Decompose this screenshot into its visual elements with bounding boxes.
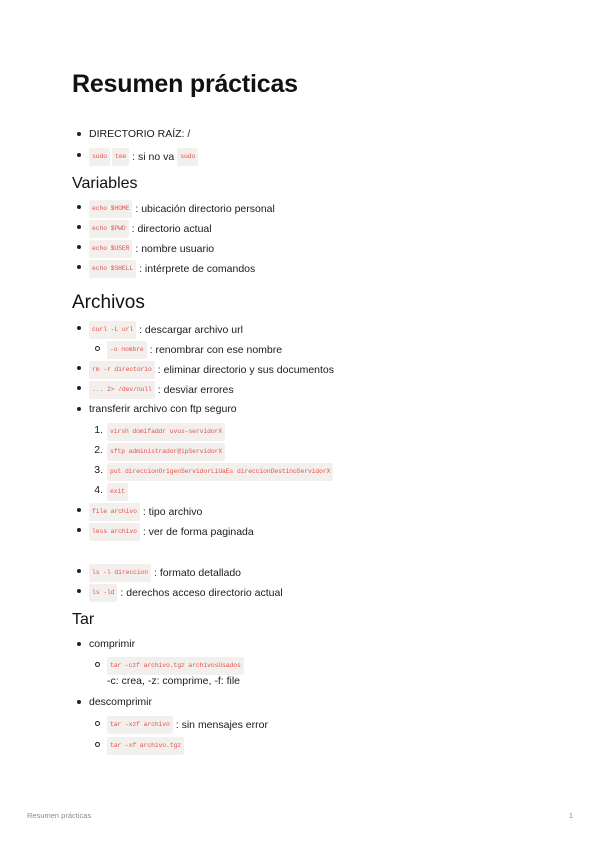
inline-code: exit — [107, 483, 128, 501]
inline-code: file archivo — [89, 503, 140, 521]
inline-code: virsh domifaddr uvus-servidorX — [107, 423, 225, 441]
numbered-item — [94, 463, 335, 481]
list-item-text: transferir archivo con ftp seguro — [89, 403, 237, 415]
sub-list-item — [107, 716, 268, 734]
list-item — [89, 240, 214, 258]
list-item-text: : nombre usuario — [135, 243, 215, 255]
list-item — [89, 695, 152, 709]
inline-code: echo $USER — [89, 240, 132, 258]
numbered-item — [94, 443, 227, 461]
inline-code: ls -ld — [89, 584, 117, 602]
numbered-item — [94, 483, 130, 501]
inline-code: ls -l direccion — [89, 564, 151, 582]
inline-code: rm -r directorio — [89, 361, 155, 379]
list-item-text: : descargar archivo url — [139, 324, 243, 336]
list-item — [89, 127, 190, 141]
item-number: 4. — [94, 484, 103, 496]
item-number: 3. — [94, 464, 103, 476]
item-number: 1. — [94, 424, 103, 436]
list-item-text: : renombrar con ese nombre — [149, 344, 283, 356]
inline-code: echo $HOME — [89, 200, 132, 218]
list-item — [89, 564, 241, 582]
list-item-text: : directorio actual — [131, 223, 212, 235]
sub-list-item — [107, 657, 246, 675]
list-item — [89, 523, 254, 541]
note-text: -c: crea, -z: comprime, -f: file — [107, 675, 241, 687]
list-item-text: descomprimir — [89, 696, 153, 708]
numbered-item — [94, 423, 227, 441]
list-item-text: : eliminar directorio y sus documentos — [157, 364, 335, 376]
inline-code: ... 2> /dev/null — [89, 381, 155, 399]
inline-code: sftp administrador@ipServidorX — [107, 443, 225, 461]
inline-code: tar -czf archivo.tgz archivosUsados — [107, 657, 244, 675]
list-item-text: : tipo archivo — [142, 506, 203, 518]
inline-code: put direccionOrigenServidorLiUaEs direccionDestinoServidorX — [107, 463, 333, 481]
list-item-text: : si no va — [132, 151, 175, 163]
list-item-text: : derechos acceso directorio actual — [120, 587, 283, 599]
list-item — [89, 637, 135, 651]
inline-code: sudo — [89, 148, 110, 166]
sub-list-item — [107, 737, 186, 755]
list-item-text: : intérprete de comandos — [139, 263, 256, 275]
inline-code: curl -L url — [89, 321, 136, 339]
list-item-text: : ubicación directorio personal — [135, 203, 275, 215]
list-item-text: : ver de forma paginada — [142, 526, 254, 538]
inline-code: echo $PWD — [89, 220, 129, 238]
list-item-text: : desviar errores — [157, 384, 234, 396]
list-item — [89, 148, 200, 166]
list-item — [89, 200, 275, 218]
inline-code: sudo — [177, 148, 198, 166]
inline-code: echo $SHELL — [89, 260, 136, 278]
list-item — [89, 321, 243, 339]
list-item — [89, 402, 237, 416]
inline-code: tar -xf archivo.tgz — [107, 737, 184, 755]
item-number: 2. — [94, 444, 103, 456]
list-item-text: : formato detallado — [154, 567, 241, 579]
footer-title: Resumen prácticas — [27, 811, 92, 820]
inline-code: tar -xzf archivo — [107, 716, 173, 734]
section-heading-archivos: Archivos — [72, 292, 145, 313]
section-heading-tar: Tar — [72, 611, 95, 628]
list-item — [89, 503, 202, 521]
sub-list-item — [107, 341, 282, 359]
list-item — [89, 220, 212, 238]
inline-code: less archivo — [89, 523, 140, 541]
list-item — [89, 361, 334, 379]
list-item-text: comprimir — [89, 638, 136, 650]
list-item-text: : sin mensajes error — [175, 719, 268, 731]
list-item-text: DIRECTORIO RAÍZ: / — [89, 128, 191, 140]
inline-code: tee — [112, 148, 129, 166]
list-item — [89, 584, 283, 602]
list-item — [89, 381, 234, 399]
inline-code: -o nombre — [107, 341, 147, 359]
list-item — [89, 260, 255, 278]
page-title: Resumen prácticas — [72, 70, 298, 98]
page-number: 1 — [568, 811, 573, 820]
section-heading-variables: Variables — [72, 175, 138, 192]
